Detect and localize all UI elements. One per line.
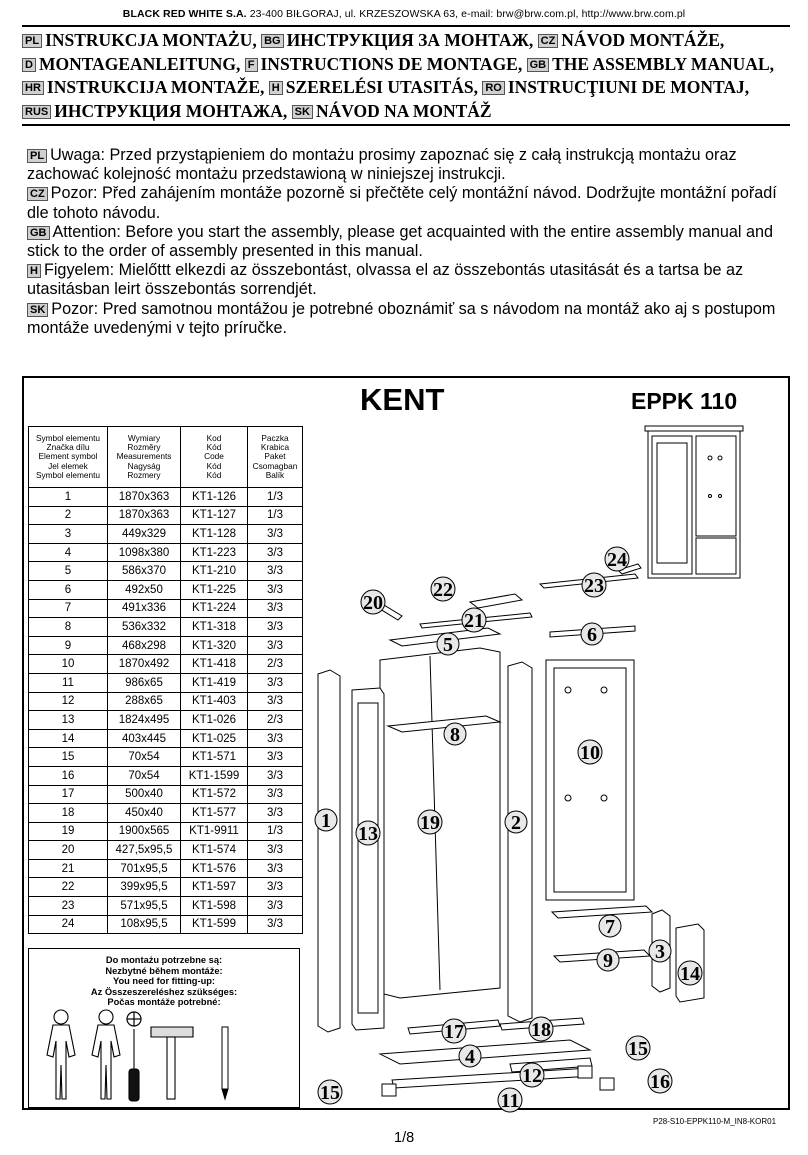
table-cell: 4 xyxy=(29,543,108,562)
table-row xyxy=(29,655,303,674)
table-row xyxy=(29,785,303,804)
table-cell: 12 xyxy=(29,692,108,711)
language-badge: RO xyxy=(482,81,505,95)
note-text: Uwaga: Przed przystąpieniem do montażu prosimy zapoznać się z całą instrukcją montażu oraz zachować kolejność montażu przedstawioną w niniejszej instrukcji. xyxy=(27,146,737,184)
language-badge: CZ xyxy=(538,34,559,48)
assembly-diagram xyxy=(300,378,770,1113)
table-cell: 24 xyxy=(29,915,108,934)
callout-17: 17 xyxy=(444,1021,464,1043)
table-cell: 468x298 xyxy=(108,636,181,655)
table-cell: 3/3 xyxy=(248,543,303,562)
table-cell: 108x95,5 xyxy=(108,915,181,934)
callout-20: 20 xyxy=(363,592,383,614)
column-header-line: Element symbol xyxy=(38,451,98,462)
table-cell: KT1-571 xyxy=(181,748,248,767)
column-header-line: Code xyxy=(204,451,224,462)
table-row xyxy=(29,618,303,637)
title-text: INSTRUCTIONS DE MONTAGE, xyxy=(260,53,523,74)
table-cell: KT1-1599 xyxy=(181,766,248,785)
note-text: Attention: Before you start the assembly, please get acquainted with the entire assembly manual and stick to the order of assembly presented in this manual. xyxy=(27,222,773,261)
table-cell: 3/3 xyxy=(248,766,303,785)
company-header xyxy=(0,8,808,20)
callout-10: 10 xyxy=(580,742,600,764)
table-cell: KT1-403 xyxy=(181,692,248,711)
callout-15b: 15 xyxy=(628,1038,648,1060)
callout-23: 23 xyxy=(584,575,604,597)
callout-7: 7 xyxy=(605,916,615,938)
language-badge: H xyxy=(269,81,283,95)
table-cell: 1098x380 xyxy=(108,543,181,562)
table-cell: 19 xyxy=(29,822,108,841)
plinth-11 xyxy=(392,1068,592,1088)
table-cell: 3/3 xyxy=(248,859,303,878)
tools-line: Do montażu potrzebne są: xyxy=(105,955,223,965)
block-15 xyxy=(382,1084,396,1096)
table-cell: 500x40 xyxy=(108,785,181,804)
table-cell: 70x54 xyxy=(108,748,181,767)
table-row xyxy=(29,711,303,730)
table-cell: 701x95,5 xyxy=(108,859,181,878)
table-cell: 2/3 xyxy=(248,655,303,674)
table-cell: KT1-418 xyxy=(181,655,248,674)
table-cell: KT1-318 xyxy=(181,618,248,637)
callout-16: 16 xyxy=(650,1071,670,1093)
table-cell: KT1-574 xyxy=(181,841,248,860)
table-cell: 14 xyxy=(29,729,108,748)
column-header-line: Kód xyxy=(206,460,222,471)
table-row xyxy=(29,859,303,878)
title-text: INSTRUKCJA MONTAŻU, xyxy=(45,30,257,50)
tools-line: You need for fitting-up: xyxy=(112,976,216,986)
tools-heading xyxy=(29,955,299,1008)
table-cell: 3/3 xyxy=(248,673,303,692)
table-row xyxy=(29,636,303,655)
callout-11: 11 xyxy=(500,1090,520,1112)
tools-line: Az Összeszereléshez szükséges: xyxy=(90,986,238,997)
table-row xyxy=(29,804,303,823)
table-cell: 2 xyxy=(29,506,108,525)
callout-14: 14 xyxy=(680,963,700,985)
table-cell: 3/3 xyxy=(248,599,303,618)
language-badge: PL xyxy=(22,34,42,48)
table-row xyxy=(29,692,303,711)
manual-titles xyxy=(22,29,792,123)
table-cell: 21 xyxy=(29,859,108,878)
column-header-line: Symbol elementu xyxy=(35,469,101,480)
table-cell: KT1-320 xyxy=(181,636,248,655)
title-line xyxy=(22,29,792,53)
tools-line: Počas montáže potrebné: xyxy=(107,997,221,1007)
language-badge: SK xyxy=(27,303,48,317)
table-cell: KT1-577 xyxy=(181,804,248,823)
table-row xyxy=(29,822,303,841)
company-name: BLACK RED WHITE S.A. xyxy=(122,8,247,20)
table-cell: 70x54 xyxy=(108,766,181,785)
table-cell: 1/3 xyxy=(248,506,303,525)
table-cell: 3/3 xyxy=(248,897,303,916)
side-panel-1 xyxy=(318,670,340,1032)
table-cell: 3/3 xyxy=(248,562,303,581)
table-cell: KT1-127 xyxy=(181,506,248,525)
note-text: Pozor: Před zahájením montáže pozorně si přečtěte celý montážní návod. Dodržujte montážní pořadí dle tohoto návodu. xyxy=(27,184,777,222)
table-cell: 492x50 xyxy=(108,580,181,599)
table-cell: 399x95,5 xyxy=(108,878,181,897)
person-icon xyxy=(47,1010,75,1099)
title-text: SZERELÉSI UTASITÁS, xyxy=(285,77,478,97)
title-text: NÁVOD MONTÁŽE, xyxy=(561,30,725,50)
table-cell: KT1-223 xyxy=(181,543,248,562)
table-cell: 23 xyxy=(29,897,108,916)
column-header-line: Kód xyxy=(206,442,222,453)
table-cell: 1 xyxy=(29,488,108,507)
table-cell: 571x95,5 xyxy=(108,897,181,916)
language-badge: SK xyxy=(292,105,313,119)
block-16 xyxy=(600,1078,614,1090)
callout-6: 6 xyxy=(587,624,597,646)
column-header-line: Paket xyxy=(264,451,286,462)
assembly-notes xyxy=(27,146,782,338)
document-code: P28-S10-EPPK110-M_IN8-KOR01 xyxy=(653,1117,777,1126)
title-line xyxy=(22,76,792,100)
tools-line: Nezbytné během montáže: xyxy=(105,965,223,976)
callout-8: 8 xyxy=(450,724,460,746)
table-cell: 1900x565 xyxy=(108,822,181,841)
table-cell: 1/3 xyxy=(248,822,303,841)
table-cell: 5 xyxy=(29,562,108,581)
table-cell: KT1-419 xyxy=(181,673,248,692)
table-cell: 3/3 xyxy=(248,580,303,599)
header-rule xyxy=(22,25,790,27)
table-cell: 450x40 xyxy=(108,804,181,823)
table-cell: 18 xyxy=(29,804,108,823)
shelf-7 xyxy=(552,906,652,918)
table-cell: 3/3 xyxy=(248,729,303,748)
table-cell: 536x332 xyxy=(108,618,181,637)
table-cell: 16 xyxy=(29,766,108,785)
table-cell: 3/3 xyxy=(248,915,303,934)
title-text: ИНСТРУКЦИЯ МОНТАЖА, xyxy=(54,100,288,121)
column-header xyxy=(108,427,181,488)
column-header-line: Krabica xyxy=(260,442,290,453)
callout-24: 24 xyxy=(607,549,627,571)
hammer-icon xyxy=(151,1027,193,1099)
note-text: Pozor: Pred samotnou montážou je potrebné oboznámiť sa s návodom na montáž ako aj s postupom montáže uvedenými v tejto príručke. xyxy=(27,299,776,337)
table-row xyxy=(29,673,303,692)
table-row xyxy=(29,841,303,860)
pencil-icon xyxy=(222,1027,228,1099)
table-cell: 8 xyxy=(29,618,108,637)
title-text: ИНСТРУКЦИЯ ЗА МОНТАЖ, xyxy=(286,30,534,50)
table-body xyxy=(29,488,303,934)
door-13 xyxy=(352,688,384,1030)
parts-table xyxy=(28,426,303,934)
table-row xyxy=(29,897,303,916)
table-row xyxy=(29,525,303,544)
language-badge: D xyxy=(22,58,36,72)
table-cell: 9 xyxy=(29,636,108,655)
column-header-line: Značka dílu xyxy=(46,442,90,453)
callout-22: 22 xyxy=(433,579,453,601)
callout-2: 2 xyxy=(511,812,521,834)
table-cell: 3/3 xyxy=(248,841,303,860)
table-cell: 6 xyxy=(29,580,108,599)
table-row xyxy=(29,878,303,897)
callout-9: 9 xyxy=(603,950,613,972)
table-cell: 10 xyxy=(29,655,108,674)
language-badge: RUS xyxy=(22,105,51,119)
table-cell: 3/3 xyxy=(248,525,303,544)
note-text: Figyelem: Mielőttt elkezdi az összebontást, olvassa el az összebontás utasitását és a tartsa be az utasitásban leirt összebontás sorrendjét. xyxy=(27,261,744,299)
column-header-line: Paczka xyxy=(261,432,289,443)
title-text: INSTRUCŢIUNI DE MONTAJ, xyxy=(507,77,750,97)
table-cell: 3/3 xyxy=(248,785,303,804)
table-row xyxy=(29,543,303,562)
table-cell: KT1-210 xyxy=(181,562,248,581)
callout-21: 21 xyxy=(464,610,484,632)
table-cell: 586x370 xyxy=(108,562,181,581)
note-paragraph xyxy=(27,300,782,338)
table-cell: 1/3 xyxy=(248,488,303,507)
note-paragraph xyxy=(27,184,782,222)
language-badge: GB xyxy=(27,226,50,240)
table-cell: KT1-599 xyxy=(181,915,248,934)
table-cell: KT1-224 xyxy=(181,599,248,618)
table-cell: 7 xyxy=(29,599,108,618)
column-header-line: Rozměry xyxy=(127,442,161,453)
language-badge: F xyxy=(245,58,258,72)
table-row xyxy=(29,599,303,618)
page-number: 1/8 xyxy=(394,1130,415,1146)
person-icon xyxy=(92,1010,120,1099)
column-header xyxy=(248,427,303,488)
table-row xyxy=(29,580,303,599)
table-row xyxy=(29,915,303,934)
table-header-row xyxy=(29,427,303,488)
column-header-line: Nagyság xyxy=(127,460,161,471)
side-panel-2 xyxy=(508,662,532,1022)
phillips-symbol-icon xyxy=(127,1012,141,1026)
titles-rule xyxy=(22,124,790,126)
table-cell: KT1-572 xyxy=(181,785,248,804)
cornice-22 xyxy=(470,594,522,608)
table-cell: 986x65 xyxy=(108,673,181,692)
table-cell: 2/3 xyxy=(248,711,303,730)
product-name: KENT xyxy=(360,382,445,417)
callout-15a: 15 xyxy=(320,1082,340,1104)
table-cell: 3/3 xyxy=(248,748,303,767)
title-text: MONTAGEANLEITUNG, xyxy=(38,53,241,74)
note-paragraph xyxy=(27,261,782,299)
callout-19: 19 xyxy=(420,812,440,834)
table-cell: 22 xyxy=(29,878,108,897)
callout-13: 13 xyxy=(358,823,378,845)
table-cell: 13 xyxy=(29,711,108,730)
product-code: EPPK 110 xyxy=(631,388,738,414)
table-cell: 15 xyxy=(29,748,108,767)
table-row xyxy=(29,488,303,507)
table-cell: 403x445 xyxy=(108,729,181,748)
title-text: THE ASSEMBLY MANUAL, xyxy=(552,53,774,74)
column-header-line: Measurements xyxy=(116,451,172,462)
table-row xyxy=(29,506,303,525)
table-row xyxy=(29,748,303,767)
table-cell: 17 xyxy=(29,785,108,804)
title-line xyxy=(22,53,792,77)
table-cell: 491x336 xyxy=(108,599,181,618)
table-row xyxy=(29,766,303,785)
table-cell: KT1-576 xyxy=(181,859,248,878)
callout-12: 12 xyxy=(522,1065,542,1087)
table-cell: KT1-9911 xyxy=(181,822,248,841)
table-cell: KT1-025 xyxy=(181,729,248,748)
table-cell: KT1-597 xyxy=(181,878,248,897)
table-cell: KT1-225 xyxy=(181,580,248,599)
table-cell: KT1-598 xyxy=(181,897,248,916)
table-cell: KT1-126 xyxy=(181,488,248,507)
column-header-line: Csomagban xyxy=(252,460,298,471)
column-header-line: Balík xyxy=(265,469,285,480)
table-cell: 449x329 xyxy=(108,525,181,544)
table-cell: 427,5x95,5 xyxy=(108,841,181,860)
table-cell: 1870x363 xyxy=(108,506,181,525)
table-cell: KT1-128 xyxy=(181,525,248,544)
table-cell: 3/3 xyxy=(248,878,303,897)
column-header xyxy=(181,427,248,488)
callout-3: 3 xyxy=(655,941,665,963)
language-badge: BG xyxy=(261,34,284,48)
tools-illustration xyxy=(31,1007,301,1107)
table-cell: 3/3 xyxy=(248,804,303,823)
tools-box xyxy=(28,948,300,1108)
language-badge: CZ xyxy=(27,187,48,201)
screwdriver-icon xyxy=(129,1029,139,1101)
language-badge: PL xyxy=(27,149,47,163)
table-cell: 1824x495 xyxy=(108,711,181,730)
column-header-line: Kod xyxy=(206,432,222,443)
table-cell: 1870x492 xyxy=(108,655,181,674)
table-cell: 20 xyxy=(29,841,108,860)
column-header-line: Kód xyxy=(206,469,222,480)
table-cell: 3/3 xyxy=(248,692,303,711)
table-cell: 3/3 xyxy=(248,618,303,637)
assembled-wardrobe xyxy=(645,426,743,578)
table-cell: 11 xyxy=(29,673,108,692)
table-row xyxy=(29,729,303,748)
callout-5: 5 xyxy=(443,634,453,656)
table-cell: 3/3 xyxy=(248,636,303,655)
note-paragraph xyxy=(27,146,782,184)
column-header-line: Symbol elementu xyxy=(35,432,101,443)
column-header-line: Rozmery xyxy=(127,469,161,480)
block-15b xyxy=(578,1066,592,1078)
column-header xyxy=(29,427,108,488)
company-address: 23-400 BIŁGORAJ, ul. KRZESZOWSKA 63, e-mail: brw@brw.com.pl, http://www.brw.com.pl xyxy=(249,8,686,20)
language-badge: GB xyxy=(527,58,550,72)
callout-4: 4 xyxy=(465,1046,475,1068)
column-header-line: Wymiary xyxy=(127,432,161,443)
table-cell: 288x65 xyxy=(108,692,181,711)
title-text: INSTRUKCIJA MONTAŽE, xyxy=(46,77,265,97)
table-cell: 3 xyxy=(29,525,108,544)
callout-18: 18 xyxy=(531,1019,551,1041)
table-row xyxy=(29,562,303,581)
language-badge: HR xyxy=(22,81,44,95)
callout-1: 1 xyxy=(321,810,331,832)
note-paragraph xyxy=(27,223,782,261)
title-line xyxy=(22,100,792,124)
language-badge: H xyxy=(27,264,41,278)
table-cell: KT1-026 xyxy=(181,711,248,730)
title-text: NÁVOD NA MONTÁŽ xyxy=(315,100,492,121)
table-cell: 1870x363 xyxy=(108,488,181,507)
column-header-line: Jel elemek xyxy=(48,460,88,471)
